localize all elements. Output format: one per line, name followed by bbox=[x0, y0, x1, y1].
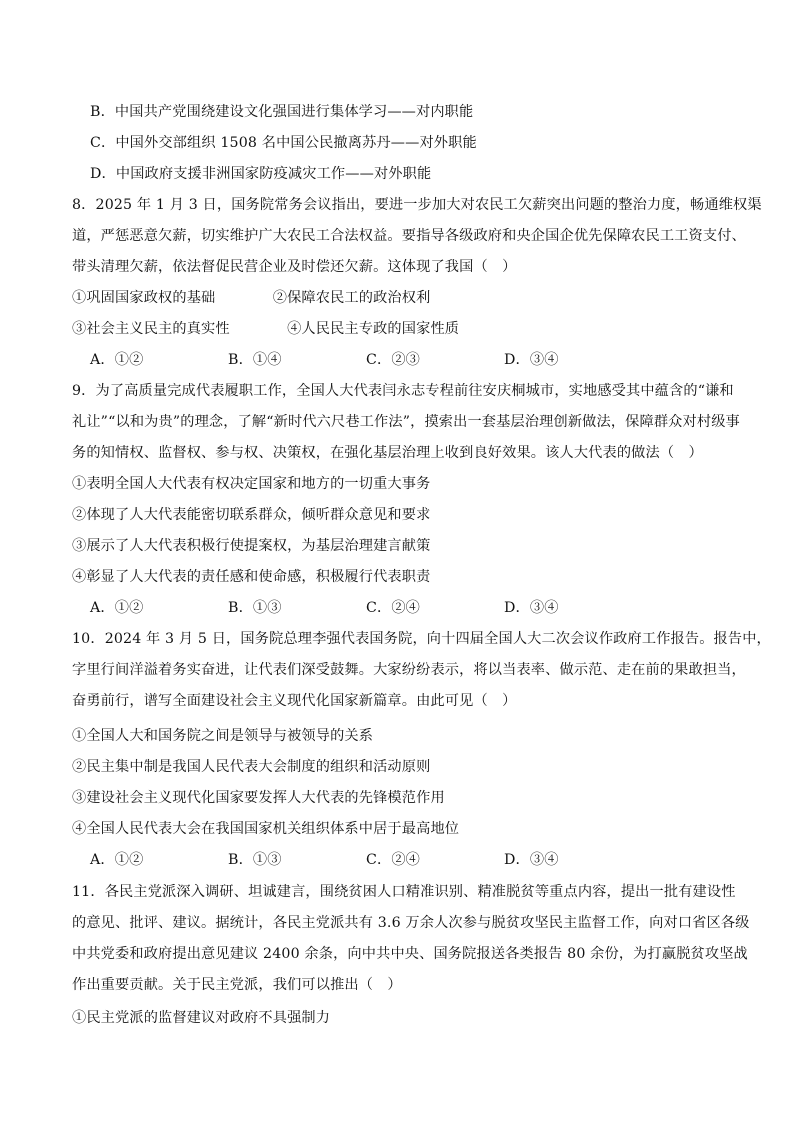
q10-statement-2: ②民主集中制是我国人民代表大会制度的组织和活动原则 bbox=[72, 759, 431, 775]
q8-stem-line-2: 道，严惩恶意欠薪，切实维护广大农民工合法权益。要指导各级政府和央企国企优先保障农民工工资支付、 bbox=[72, 228, 746, 244]
q9-stem-line-3: 务的知情权、监督权、参与权、决策权，在强化基层治理上收到良好效果。该人大代表的做法（ ） bbox=[72, 445, 703, 461]
q9-statement-2: ②体现了人大代表能密切联系群众，倾听群众意见和要求 bbox=[72, 507, 431, 523]
q7-option-b: B．中国共产党围绕建设文化强国进行集体学习——对内职能 bbox=[90, 104, 474, 120]
q11-stem-line-3: 中共党委和政府提出意见建议 2400 余条，向中共中央、国务院报送各类报告 80 余份，为打赢脱贫攻坚战 bbox=[72, 946, 748, 962]
q8-stem-line-1: 8．2025 年 1 月 3 日，国务院常务会议指出，要进一步加大对农民工欠薪突出问题的整治力度，畅通维权渠 bbox=[72, 197, 762, 213]
q8-stem-line-3: 带头清理欠薪，依法督促民营企业及时偿还欠薪。这体现了我国（ ） bbox=[72, 259, 517, 275]
q10-choice-c: C．②④ bbox=[366, 852, 421, 868]
q10-stem-line-3: 奋勇前行，谱写全面建设社会主义现代化国家新篇章。由此可见（ ） bbox=[72, 693, 517, 709]
q9-choice-b: B．①③ bbox=[228, 600, 282, 616]
q9-statement-4: ④彰显了人大代表的责任感和使命感，积极履行代表职责 bbox=[72, 569, 431, 585]
q10-choice-b: B．①③ bbox=[228, 852, 282, 868]
q8-statements-line-2: ③社会主义民主的真实性 ④人民民主专政的国家性质 bbox=[72, 321, 460, 337]
q8-choice-d: D．③④ bbox=[504, 352, 559, 368]
q11-stem-line-4: 作出重要贡献。关于民主党派，我们可以推出（ ） bbox=[72, 977, 402, 993]
q9-choices bbox=[90, 598, 730, 618]
q7-option-d: D．中国政府支援非洲国家防疫减灾工作——对外职能 bbox=[90, 166, 432, 182]
q11-stem-line-2: 的意见、批评、建议。据统计，各民主党派共有 3.6 万余人次参与脱贫攻坚民主监督工作，向对口省区各级 bbox=[72, 915, 750, 931]
q11-stem-line-1: 11．各民主党派深入调研、坦诚建言，围绕贫困人口精准识别、精准脱贫等重点内容，提出一批有建设性 bbox=[72, 884, 736, 900]
q10-stem-line-1: 10．2024 年 3 月 5 日，国务院总理李强代表国务院，向十四届全国人大二次会议作政府工作报告。报告中， bbox=[72, 631, 771, 647]
q8-choices bbox=[90, 350, 730, 370]
q7-option-c: C．中国外交部组织 1508 名中国公民撤离苏丹——对外职能 bbox=[90, 135, 477, 151]
q10-statement-1: ①全国人大和国务院之间是领导与被领导的关系 bbox=[72, 728, 374, 744]
q9-stem-line-2: 礼让”“以和为贵”的理念，了解“新时代六尺巷工作法”，摸索出一套基层治理创新做法，保障群众对村级事 bbox=[72, 414, 740, 430]
q9-choice-d: D．③④ bbox=[504, 600, 559, 616]
q10-choices bbox=[90, 850, 730, 870]
q8-choice-b: B．①④ bbox=[228, 352, 282, 368]
q10-stem-line-2: 字里行间洋溢着务实奋进，让代表们深受鼓舞。大家纷纷表示，将以当表率、做示范、走在前的果敢担当， bbox=[72, 662, 746, 678]
q10-choice-d: D．③④ bbox=[504, 852, 559, 868]
q9-statement-3: ③展示了人大代表积极行使提案权，为基层治理建言献策 bbox=[72, 538, 431, 554]
q8-choice-c: C．②③ bbox=[366, 352, 421, 368]
q9-choice-a: A．①② bbox=[90, 600, 144, 616]
q10-choice-a: A．①② bbox=[90, 852, 144, 868]
q8-statements-line-1: ①巩固国家政权的基础 ②保障农民工的政治权利 bbox=[72, 290, 431, 306]
q8-choice-a: A．①② bbox=[90, 352, 144, 368]
q11-statement-1: ①民主党派的监督建议对政府不具强制力 bbox=[72, 1010, 331, 1026]
q10-statement-3: ③建设社会主义现代化国家要发挥人大代表的先锋模范作用 bbox=[72, 790, 445, 806]
q9-statement-1: ①表明全国人大代表有权决定国家和地方的一切重大事务 bbox=[72, 476, 431, 492]
q9-choice-c: C．②④ bbox=[366, 600, 421, 616]
q9-stem-line-1: 9．为了高质量完成代表履职工作，全国人大代表闫永志专程前往安庆桐城市，实地感受其中蕴含的“谦和 bbox=[72, 383, 734, 399]
q10-statement-4: ④全国人民代表大会在我国国家机关组织体系中居于最高地位 bbox=[72, 821, 460, 837]
